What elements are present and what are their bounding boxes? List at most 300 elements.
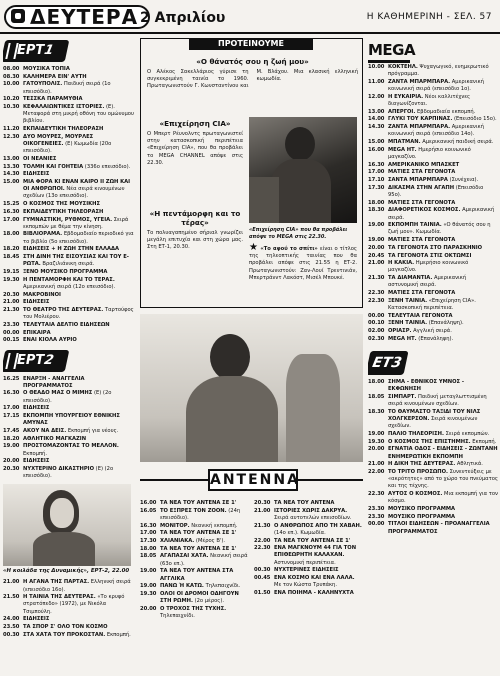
program-note: Με τον Κώστα Τρυπάκη. <box>274 582 337 589</box>
program-note: Μια εκπομπή για τον κόσμο. <box>388 491 498 505</box>
program-title-text: Η ΑΓΑΝΑ ΤΗΣ ΠΑΡΤΑΣ. <box>23 579 90 586</box>
program-title <box>23 179 135 201</box>
program-title-text: MEGA ΗΤ. <box>388 146 417 153</box>
program-time: 19.00 <box>368 222 385 229</box>
program-row <box>368 207 498 221</box>
film4-block <box>249 243 357 282</box>
program-title <box>388 313 498 320</box>
program-time: 08.00 <box>3 66 20 72</box>
program-title <box>23 466 135 480</box>
program-time: 21.00 <box>368 260 385 267</box>
program-note: Βραζιλιάνικη σειρά. <box>40 261 95 268</box>
program-time: 20.30 <box>3 291 20 298</box>
program-title <box>23 458 135 465</box>
program-time: 21.00 <box>368 461 385 468</box>
program-time: 20.30 <box>254 500 271 506</box>
program-row <box>3 632 135 639</box>
program-title <box>23 277 135 291</box>
program-row <box>368 109 498 116</box>
program-row <box>3 209 135 216</box>
program-note: (Ε) (2ο επεισόδιο). <box>23 465 114 480</box>
program-row <box>140 583 248 590</box>
program-title-text: ΕΠΙΚΑΙΡΑ <box>23 329 51 336</box>
program-title <box>23 156 135 163</box>
program-row <box>368 394 498 408</box>
program-title-text: ΑΓΑΠΑΣΑΙ ΧΑΤΑ. <box>160 553 209 560</box>
program-row <box>254 590 363 597</box>
program-title-text: ΜΙΑ ΦΟΡΑ ΚΙ ΕΝΑΝ ΚΑΙΡΟ ΙΙ ΖΩΗ ΚΑΙ ΟΙ ΑΝΘΡΩΠΟΙ. <box>23 179 131 193</box>
program-time: 18.05 <box>368 393 385 400</box>
program-title <box>160 591 248 605</box>
program-time: 15.25 <box>3 201 20 208</box>
program-note: (Ε) Κωμωδία (20ο επεισόδιο). <box>23 141 112 155</box>
film3-text: Το πολυαγαπημένο σήριαλ γνωρίζει μεγάλη επιτυχία και στη χώρα μας. Στη ΕΤ-1, 20.30. <box>147 230 243 251</box>
program-title-text: Ο ΑΝΘΡΩΠΟΣ ΑΠΟ ΤΗ ΧΑΒΑΗ. <box>274 522 362 529</box>
program-row <box>3 66 135 73</box>
program-title-text: ΜΑΤΙΕΣ ΣΤΑ ΓΕΓΟΝΟΤΑ <box>388 199 456 206</box>
program-title <box>388 506 498 513</box>
program-row <box>3 104 135 126</box>
program-title-text: ΖΑΝΤΑ ΜΠΑΡΜΠΑΡΑ. <box>388 78 451 85</box>
program-row <box>368 275 498 289</box>
program-row <box>3 81 135 95</box>
program-title <box>23 376 135 390</box>
program-row <box>368 237 498 244</box>
program-title <box>23 292 135 299</box>
program-time: 18.00 <box>140 545 157 552</box>
program-title-text: ΞΕΝΗ ΤΑΙΝΙΑ. <box>388 297 428 304</box>
program-time: 00.00 <box>3 329 20 336</box>
program-title <box>388 461 498 468</box>
program-time: 24.00 <box>3 616 20 623</box>
program-row <box>368 253 498 260</box>
program-time: 17.15 <box>3 413 20 420</box>
ert2-logo: ΕΡΤ2 <box>3 350 69 372</box>
program-time: 00.15 <box>3 337 20 344</box>
antenna-schedule-1 <box>140 500 248 621</box>
program-note: Ταρτούφος του Μολιέρου. <box>23 307 134 321</box>
program-row <box>368 313 498 320</box>
highlights-box <box>140 38 363 308</box>
program-title <box>388 200 498 207</box>
program-row <box>368 116 498 123</box>
program-title-text: ΔΙΚΑΣΜΑ ΣΤΗΝ ΑΓΑΠΗ <box>388 184 455 191</box>
program-title <box>388 491 498 505</box>
et3-schedule <box>368 379 498 536</box>
program-title <box>23 81 135 95</box>
program-title-text: ΤΑ ΝΕΑ ΤΟΥ ΑΝΤΕΝΑ <box>274 500 335 506</box>
program-row <box>368 162 498 169</box>
ert2-schedule <box>3 376 135 481</box>
program-title-text: ΕΝΑΙ ΚΙΟΛΑ ΑΥΡΙΟ <box>23 337 77 344</box>
program-title-text: ΕΙΔΗΣΕΙΣ <box>23 616 50 623</box>
program-time: 16.00 <box>368 146 385 153</box>
program-note: Αμερικανική σειρά. <box>388 207 495 221</box>
program-title-text: ΤΕΣΣΚΑ ΠΑΡΑΜΥΘΙΑ <box>23 96 83 103</box>
program-title <box>388 298 498 312</box>
program-title <box>160 538 248 545</box>
program-title-text: ΕΙΔΗΣΕΙΣ <box>23 405 50 412</box>
program-row <box>3 594 135 616</box>
program-time: 12.30 <box>3 133 20 140</box>
program-row <box>254 575 363 589</box>
program-row <box>3 307 135 321</box>
program-row <box>3 134 135 156</box>
program-time: 19.30 <box>3 276 20 283</box>
program-note: (Συνέχεια). <box>447 177 479 184</box>
program-time: 20.30 <box>3 465 20 472</box>
program-time: 20.00 <box>140 605 157 612</box>
program-row <box>3 376 135 390</box>
program-row <box>140 546 248 553</box>
program-title <box>388 177 498 184</box>
program-title <box>23 269 135 276</box>
program-title-text: ΣΗΜΑ - ΕΘΝΙΚΟΣ ΥΜΝΟΣ - ΕΚΦΩΝΗΣΗ <box>388 379 465 393</box>
photo-head-shape <box>285 127 315 161</box>
program-title <box>23 579 135 593</box>
program-row <box>368 139 498 146</box>
program-note: Εβδομαδιαίο περιοδικό για το βιβλίο (5ο επεισόδιο). <box>23 231 134 245</box>
program-time: 16.30 <box>3 208 20 215</box>
program-time: 22.30 <box>368 491 385 498</box>
program-row <box>3 443 135 457</box>
program-row <box>140 508 248 522</box>
program-title <box>160 583 248 590</box>
program-title-text: ΣΤΗ ΔΙΝΗ ΤΗΣ ΕΙΣΟΥΣΙΑΣ ΚΑΙ ΤΟΥ Ε-ΡΩΤΑ. <box>23 254 129 268</box>
program-title <box>23 299 135 306</box>
program-title-text: Η ΠΕΝΤΑΜΟΡΦΗ ΚΑΙ ΤΟ ΤΕΡΑΣ. <box>23 276 115 283</box>
program-row <box>368 200 498 207</box>
program-title <box>160 546 248 553</box>
program-title-text: ΠΑΛΙΟ ΤΗΛΕΟΡΙΣΗ. <box>388 430 444 437</box>
program-title <box>388 124 498 138</box>
program-row <box>368 290 498 297</box>
film1-title: «Ο θάνατός σου η ζωή μου» <box>196 57 309 66</box>
program-row <box>368 409 498 431</box>
program-title <box>388 222 498 236</box>
program-title <box>388 169 498 176</box>
program-row <box>3 231 135 245</box>
program-title <box>388 207 498 221</box>
film2-title: «Επιχείρηση CIA» <box>159 119 231 128</box>
program-time: 02.00 <box>368 328 385 335</box>
program-title <box>23 443 135 457</box>
program-time: 17.00 <box>3 405 20 412</box>
program-title <box>388 521 498 535</box>
program-time: 18.30 <box>368 408 385 415</box>
program-title-text: ΕΝΑ ΜΑΓΚΝΟΥΜ 44 ΓΙΑ ΤΟΝ ΕΠΙΘΕΩΡΗΤΗ ΚΑΛΑΧΑΝ. <box>274 545 357 559</box>
film2-photo <box>249 117 357 223</box>
film2-block <box>147 119 243 167</box>
program-title-text: ΣΙΜΠΑΡΤ. <box>388 393 417 400</box>
program-time: 22.30 <box>368 297 385 304</box>
program-time: 19.00 <box>3 443 20 450</box>
program-title <box>23 624 135 631</box>
program-title-text: ΣΑΝΤΑ ΜΠΑΡΜΠΑΡΑ <box>388 177 448 184</box>
program-time: 15.00 <box>368 139 385 146</box>
program-time: 10.00 <box>368 64 385 70</box>
program-time: 19.00 <box>140 568 157 575</box>
program-time: 20.00 <box>368 244 385 251</box>
page-header <box>0 0 500 34</box>
program-note: Ημερήσιο κοινωνικό μαγκαζίνο. <box>388 146 471 160</box>
program-title <box>160 530 248 537</box>
program-time: 16.30 <box>368 161 385 168</box>
program-time: 11.20 <box>3 126 20 133</box>
program-title <box>160 508 248 522</box>
program-title <box>23 307 135 321</box>
program-time: 21.00 <box>3 579 20 586</box>
program-title-text: Ο ΚΟΣΜΟΣ ΤΗΣ ΜΟΥΣΙΚΗΣ <box>23 201 101 208</box>
program-note: Νεανική σειρά (63ο επ.). <box>160 553 248 567</box>
program-time: 16.30 <box>3 390 20 397</box>
program-title-text: Η ΚΑΚΙΑ. <box>388 260 415 267</box>
ert2-photo <box>3 484 131 566</box>
program-time: 16.25 <box>3 375 20 382</box>
program-time: 12.00 <box>368 93 385 100</box>
program-row <box>3 292 135 299</box>
program-row <box>3 624 135 631</box>
program-title <box>23 104 135 126</box>
program-title-text: ΕΙΔΗΣΕΙΣ <box>23 171 50 178</box>
program-time: 18.05 <box>140 553 157 560</box>
program-row <box>3 436 135 443</box>
program-note: (Επανάληψη). <box>427 320 464 327</box>
program-note: (336ο επεισόδιο). <box>83 163 131 170</box>
program-time: 23.30 <box>3 321 20 328</box>
program-time: 22.00 <box>254 537 271 544</box>
program-note: (Επανάληψη). <box>416 335 454 342</box>
program-row <box>3 201 135 208</box>
program-note: Εκπομπή. <box>105 631 131 638</box>
program-title-text: Ο ΚΟΣΜΟΣ ΤΗΣ ΕΠΙΣΤΗΜΗΣ. <box>388 438 471 445</box>
program-title-text: ΤΟΛΜΗ ΚΑΙ ΓΟΗΤΕΙΑ <box>23 163 84 170</box>
film1-block <box>147 57 358 91</box>
program-time: 17.30 <box>368 184 385 191</box>
program-title-text: ΜΟΥΣΙΚΟ ΠΡΟΓΡΑΜΜΑ <box>388 505 456 512</box>
program-row <box>368 124 498 138</box>
program-title <box>388 379 498 393</box>
program-row <box>254 508 363 522</box>
antenna-logo <box>140 466 363 496</box>
mega-logo <box>368 40 498 60</box>
program-title-text: ΓΥΜΝΑΣΤΙΚΗ, ΡΥΘΜΟΣ, ΥΓΕΙΑ. <box>23 216 113 223</box>
program-title <box>388 94 498 108</box>
program-title <box>23 330 135 337</box>
program-note: Συνεντεύξεις με «ακρότητες» από το χώρο του πνεύματος και της τέχνης. <box>388 468 498 490</box>
program-title <box>23 209 135 216</box>
program-row <box>368 379 498 393</box>
program-time: 18.00 <box>3 231 20 238</box>
program-note: «Το κρυφό στρατόπεδο» (1972), με Νικόλα Τσιμπούλη. <box>23 594 125 615</box>
program-title <box>388 139 498 146</box>
program-row <box>3 96 135 103</box>
program-row <box>368 320 498 327</box>
program-note: Ψυχαγωγικό, ενημερωτικό πρόγραμμα. <box>388 64 489 78</box>
program-row <box>140 500 248 507</box>
film2-text: Ο Μπερτ Ρέυνολντς πρωταγωνιστεί στην κατασκοπική περιπέτεια «Επιχείρηση CIA», που θα προβάλει το MEGA CHANNEL απόψε στις 22.30. <box>147 131 243 166</box>
program-title <box>388 409 498 431</box>
photo-body-shape <box>186 376 278 462</box>
program-row <box>3 126 135 133</box>
program-title-text: ΤΟ ΕΞΠΡΕΣ ΤΟΝ ΖΟΟΝ. <box>160 507 227 514</box>
program-row <box>140 568 248 582</box>
program-row <box>368 461 498 468</box>
program-row <box>3 156 135 163</box>
program-title <box>388 109 498 116</box>
program-time: 14.00 <box>368 116 385 123</box>
program-row <box>368 521 498 535</box>
program-row <box>368 506 498 513</box>
program-title <box>388 162 498 169</box>
program-row <box>368 298 498 312</box>
portrait-face-shape <box>50 498 74 528</box>
program-time: 21.30 <box>254 522 271 529</box>
program-title-text: ΕΝΑ ΚΟΣΜΟ ΚΑΙ ΕΝΑ ΛΑΛΑ. <box>274 575 355 582</box>
program-note: (Ε) (2ο επεισόδιο). <box>23 390 112 404</box>
program-row <box>368 169 498 176</box>
antenna-schedule-2 <box>254 500 363 598</box>
day-badge <box>4 5 150 29</box>
program-time: 17.00 <box>368 169 385 176</box>
program-title <box>388 446 498 460</box>
program-note: Νέοι καλλιτέχνες διαγωνίζονται. <box>388 93 471 108</box>
program-note: Εβδομαδιαία εκπομπή. <box>415 108 476 115</box>
program-title-text: ΟΛΟΙ ΟΙ ΔΡΟΜΟΙ ΟΔΗΓΟΥΝ ΣΤΗ ΡΩΜΗ. <box>160 590 239 605</box>
program-title-text: ΑΜΕΡΙΚΑΝΙΚΟ ΜΠΑΣΚΕΤ <box>388 161 460 168</box>
program-time: 23.30 <box>368 513 385 520</box>
program-title-text: ΚΕΦΑΛΑΙΩΝΤΙΚΕΣ ΙΣΤΟΡΙΕΣ. <box>23 104 105 111</box>
program-title <box>23 126 135 133</box>
program-title <box>388 116 498 123</box>
program-note: (24η επεισόδιο). <box>160 507 241 521</box>
program-title-text: ΤΕΛΕΥΤΑΙΑ ΔΕΛΤΙΟ ΕΙΔΗΣΕΩΝ <box>23 321 110 328</box>
program-title-text: ΚΟΚΤΕΗΛ. <box>388 64 418 70</box>
program-row <box>3 246 135 253</box>
program-title <box>388 394 498 408</box>
program-row <box>368 491 498 505</box>
program-time: 17.45 <box>3 427 20 434</box>
program-title <box>23 428 135 435</box>
program-title <box>23 201 135 208</box>
ert2-schedule-after <box>3 579 135 639</box>
program-time: 10.30 <box>3 104 20 111</box>
program-row <box>254 523 363 537</box>
program-time: 23.50 <box>3 624 20 631</box>
program-title-text: ΜΟΥΣΙΚΑ ΤΟΠΙΑ <box>23 66 70 72</box>
program-note: Σειρά αυτοτελών επεισοδίων. <box>274 514 352 521</box>
program-note: Παιδική σειρά (1ο επεισόδιο). <box>23 81 111 95</box>
program-row <box>368 79 498 93</box>
program-title-text: ΕΚΠΑΙΔΕΥΤΙΚΗ ΤΗΛΕΟΡΑΣΗ <box>23 126 104 133</box>
program-title <box>160 500 248 507</box>
program-title <box>23 164 135 171</box>
program-title <box>274 538 363 545</box>
program-row <box>368 147 498 161</box>
program-row <box>368 469 498 491</box>
program-row <box>140 591 248 605</box>
program-note: Νεανική εκπομπή. <box>189 522 238 529</box>
program-title-text: ΤΕΛΕΥΤΑΙΑ ΓΕΓΟΝΟΤΑ <box>388 312 453 319</box>
program-title <box>23 74 135 81</box>
program-row <box>3 299 135 306</box>
program-title-text: ΔΥΟ ΜΟΥΡΕΣ, ΜΟΥΡΛΕΣ ΟΙΚΟΓΕΝΕΙΕΣ. <box>23 133 94 148</box>
program-title <box>388 469 498 491</box>
program-title <box>23 322 135 329</box>
program-title <box>388 320 498 327</box>
program-title-text: Η ΤΑΙΝΙΑ ΤΗΣ ΔΕΥΤΕΡΑΣ. <box>23 594 96 601</box>
program-row <box>3 269 135 276</box>
program-title <box>388 431 498 438</box>
film3-title: «Η πεντάμορφη και το τέρας» <box>149 209 241 227</box>
program-time: 20.00 <box>368 446 385 453</box>
program-title-text: ΕΓΝΑΤΙΑ ΟΔΟΣ - ΕΙΔΗΣΕΙΣ - ΖΩΝΤΑΝΗ ΕΝΗΜΕΡΩΤΙΚΗ ΕΚΠΟΜΠΗ <box>388 446 498 460</box>
program-title-text: ΤΑ ΝΕΑ ΤΟΥ ΑΝΤΕΝΑ ΣΤΑ ΑΓΓΛΙΚΑ <box>160 568 234 582</box>
program-row <box>3 390 135 404</box>
program-row <box>254 538 363 545</box>
photo-body-shape <box>271 159 331 223</box>
program-title <box>23 134 135 156</box>
program-title <box>274 545 363 567</box>
program-title-text: ΤΑ ΔΙΑΜΑΝΤΙΑ. <box>388 275 433 282</box>
program-time: 20.00 <box>3 458 20 465</box>
program-title-text: ΕΚΠΟΜΠΗ ΥΠΟΥΡΓΕΙΟΥ ΕΘΝΙΚΗΣ ΑΜΥΝΑΣ <box>23 413 120 427</box>
program-title <box>23 66 135 73</box>
program-row <box>3 616 135 623</box>
program-title-text: ΕΙΔΗΣΕΙΣ <box>23 299 50 306</box>
program-title-text: ΖΑΝΤΑ ΜΠΑΡΜΠΑΡΑ. <box>388 124 451 131</box>
program-title-text: ΤΑ ΝΕΑ ΤΟΥ ΑΝΤΕΝΑ ΣΕ 1' <box>160 545 237 552</box>
program-title <box>23 594 135 616</box>
program-title <box>274 500 363 507</box>
program-note: (2ο μέρος). <box>192 598 225 605</box>
program-title <box>23 436 135 443</box>
program-time: 00.30 <box>254 567 271 574</box>
program-row <box>140 538 248 545</box>
program-title-text: ΜΟΥΣΙΚΟ ΠΡΟΓΡΑΜΜΑ <box>388 513 456 520</box>
middle-photo <box>140 314 363 462</box>
program-title <box>23 96 135 103</box>
program-note: Νέα σειρά κινουμένων σχεδίων (13ο επεισόδιο). <box>23 186 125 200</box>
tv-icon <box>11 9 25 23</box>
program-time: 19.00 <box>140 583 157 590</box>
program-time: 14.30 <box>368 124 385 131</box>
program-time: 21.50 <box>3 594 20 601</box>
program-title <box>23 405 135 412</box>
program-row <box>3 164 135 171</box>
program-title <box>388 147 498 161</box>
program-time: 19.30 <box>368 438 385 445</box>
program-note: Ημερήσιο κοινωνικό μαγκαζίνο. <box>388 260 469 274</box>
program-title <box>23 246 135 253</box>
program-title-text: ΜΑΤΙΕΣ ΣΤΑ ΓΕΓΟΝΟΤΑ <box>388 290 456 297</box>
film2-photo-caption: «Επιχείρηση CIA» που θα προβάλει απόψε το MEGA στις 22.30. <box>249 227 348 240</box>
program-title <box>274 590 363 597</box>
program-time: 21.30 <box>368 275 385 282</box>
ert1-logo: ΕΡΤ1 <box>3 40 69 62</box>
program-title <box>23 390 135 404</box>
program-title-text: Η ΔΙΚΗ ΤΗΣ ΔΕΥΤΕΡΑΣ. <box>388 461 456 468</box>
program-time: 15.00 <box>3 179 20 186</box>
program-note: Εκπομπή. <box>470 438 497 445</box>
program-title-text: ΓΑΤΟΥΠΟΛΙΣ. <box>23 81 63 88</box>
program-note: Τηλεπαιχνίδι. <box>160 613 195 620</box>
program-title-text: ΔΙΑΦΟΡΕΤΙΚΟΣ ΚΟΣΜΟΣ. <box>388 207 461 214</box>
program-title-text: Ο ΘΕΑΔΟ ΜΑΣ Ο ΜΙΜΗΣ <box>23 390 93 397</box>
program-time: 23.30 <box>368 505 385 512</box>
program-title <box>388 439 498 446</box>
program-row <box>368 328 498 335</box>
